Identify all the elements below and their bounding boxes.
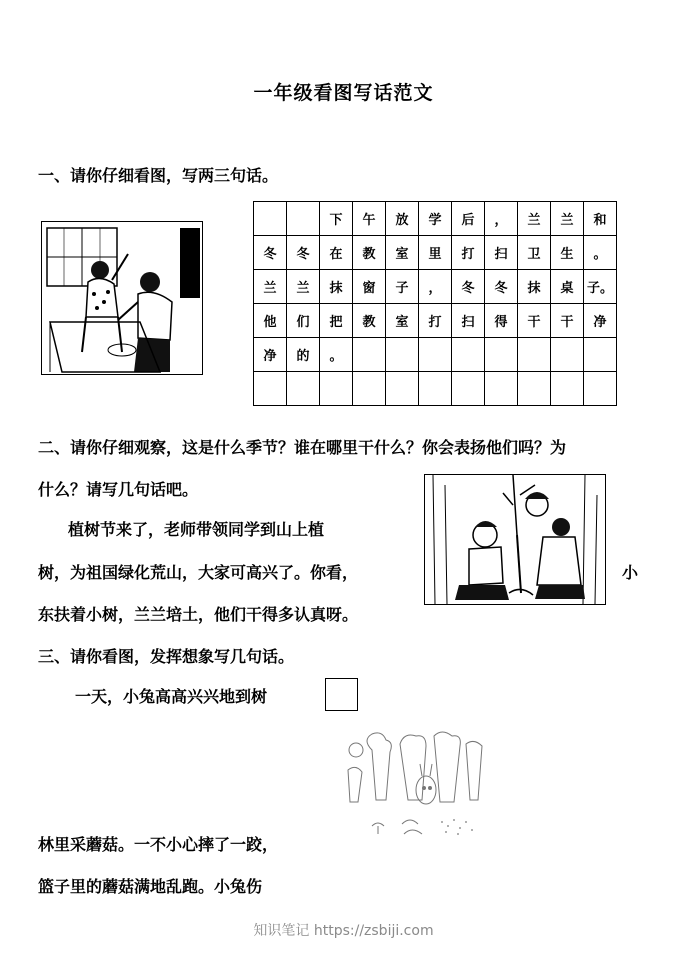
section2-heading-line1: 二、请你仔细观察，这是什么季节？谁在哪里干什么？你会表扬他们吗？为 [38, 438, 567, 457]
grid-cell: 扫 [452, 304, 485, 338]
writing-grid [253, 201, 617, 406]
grid-cell: 冬 [254, 236, 287, 270]
grid-cell: 和 [584, 202, 617, 236]
grid-cell: 兰 [287, 270, 320, 304]
grid-cell: 桌 [551, 270, 584, 304]
grid-cell: 冬 [485, 270, 518, 304]
grid-cell: ， [485, 202, 518, 236]
grid-cell: 窗 [353, 270, 386, 304]
grid-cell [419, 372, 452, 406]
grid-cell [551, 338, 584, 372]
answer-box [325, 678, 358, 711]
grid-cell: 。 [320, 338, 353, 372]
grid-cell [485, 338, 518, 372]
section2-text-line2-tail: 小 [622, 563, 639, 582]
grid-row [254, 304, 617, 338]
grid-cell: 冬 [287, 236, 320, 270]
grid-row [254, 338, 617, 372]
section1-heading: 一、请你仔细看图，写两三句话。 [38, 166, 279, 185]
grid-cell: 在 [320, 236, 353, 270]
grid-cell: 子 [386, 270, 419, 304]
grid-cell [353, 372, 386, 406]
grid-cell: 干 [518, 304, 551, 338]
grid-cell: 学 [419, 202, 452, 236]
cleaning-classroom-picture [41, 221, 203, 375]
grid-cell: 里 [419, 236, 452, 270]
grid-cell: 放 [386, 202, 419, 236]
grid-cell: 干 [551, 304, 584, 338]
grid-cell: 教 [353, 236, 386, 270]
grid-cell: 打 [452, 236, 485, 270]
grid-row [254, 270, 617, 304]
grid-cell: 教 [353, 304, 386, 338]
grid-cell [551, 372, 584, 406]
grid-cell [485, 372, 518, 406]
grid-cell: 下 [320, 202, 353, 236]
grid-cell: 兰 [254, 270, 287, 304]
section2-heading-line2: 什么？请写几句话吧。 [38, 480, 199, 499]
grid-cell: 扫 [485, 236, 518, 270]
grid-cell [254, 372, 287, 406]
section3-text-line2: 林里采蘑菇。一不小心摔了一跤， [38, 835, 279, 854]
grid-cell: 子。 [584, 270, 617, 304]
grid-cell: 抹 [518, 270, 551, 304]
section2-text-line1: 植树节来了，老师带领同学到山上植 [68, 520, 325, 539]
grid-cell: 卫 [518, 236, 551, 270]
grid-cell: 净 [584, 304, 617, 338]
grid-cell: 兰 [551, 202, 584, 236]
grid-cell: 冬 [452, 270, 485, 304]
section3-heading: 三、请你看图，发挥想象写几句话。 [38, 647, 295, 666]
grid-cell [518, 338, 551, 372]
grid-cell [452, 338, 485, 372]
grid-cell: 净 [254, 338, 287, 372]
grid-row [254, 202, 617, 236]
grid-cell [287, 372, 320, 406]
grid-cell: 后 [452, 202, 485, 236]
grid-cell: 兰 [518, 202, 551, 236]
grid-cell: 把 [320, 304, 353, 338]
grid-row [254, 372, 617, 406]
grid-cell [386, 372, 419, 406]
grid-cell: 他 [254, 304, 287, 338]
grid-cell [518, 372, 551, 406]
grid-cell: 午 [353, 202, 386, 236]
page-title: 一年级看图写话范文 [253, 82, 434, 104]
grid-cell [320, 372, 353, 406]
grid-cell [452, 372, 485, 406]
section3-text-line1: 一天，小兔高高兴兴地到树 [75, 687, 268, 706]
grid-cell [584, 372, 617, 406]
footer-watermark: 知识笔记 https://zsbiji.com [253, 923, 434, 939]
grid-cell: 生 [551, 236, 584, 270]
grid-cell [419, 338, 452, 372]
grid-cell [287, 202, 320, 236]
grid-cell: 得 [485, 304, 518, 338]
grid-cell: 们 [287, 304, 320, 338]
grid-cell: 。 [584, 236, 617, 270]
tree-planting-picture [424, 474, 606, 605]
grid-cell: 打 [419, 304, 452, 338]
grid-cell [584, 338, 617, 372]
grid-cell [254, 202, 287, 236]
grid-cell: 室 [386, 236, 419, 270]
grid-cell: 室 [386, 304, 419, 338]
rabbit-forest-picture [342, 730, 488, 842]
section3-text-line3: 篮子里的蘑菇满地乱跑。小兔伤 [38, 877, 263, 896]
grid-cell [353, 338, 386, 372]
grid-cell [386, 338, 419, 372]
grid-cell: ， [419, 270, 452, 304]
section2-text-line2: 树，为祖国绿化荒山，大家可高兴了。你看， [38, 563, 359, 582]
grid-row [254, 236, 617, 270]
grid-cell: 的 [287, 338, 320, 372]
grid-cell: 抹 [320, 270, 353, 304]
section2-text-line3: 东扶着小树，兰兰培土，他们干得多认真呀。 [38, 605, 359, 624]
